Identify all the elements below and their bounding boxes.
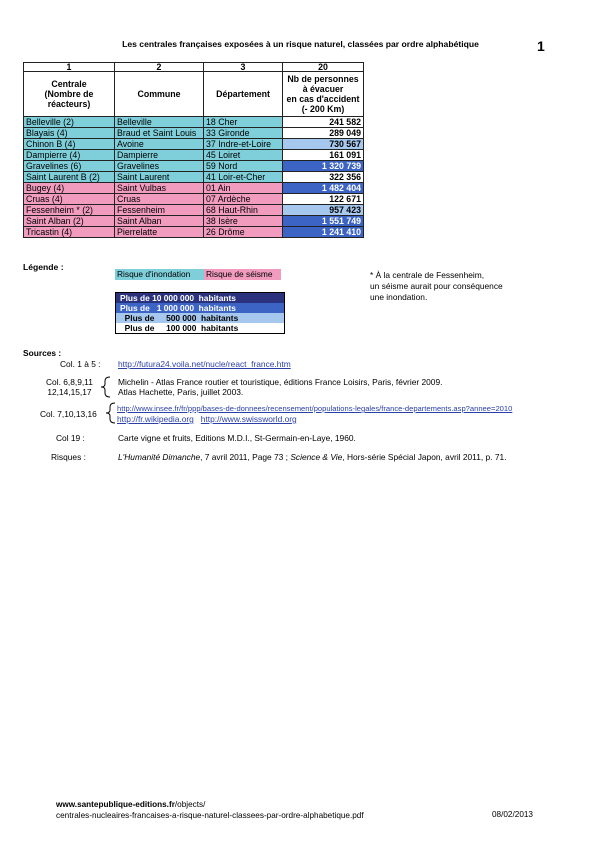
insee-link[interactable]: http://www.insee.fr/fr/ppp/bases-de-donnees/recensement/populations-legales/france-departements.asp?annee=2010 bbox=[117, 404, 513, 413]
header-centrale-line2: (Nombre de bbox=[44, 89, 94, 99]
colnum-3: 3 bbox=[204, 63, 283, 72]
col15-link[interactable]: http://futura24.voila.net/nucle/react_france.htm bbox=[118, 359, 291, 369]
cell-centrale: Belleville (2) bbox=[24, 117, 115, 128]
footer-site-rest: /objects/ bbox=[174, 800, 206, 809]
footer-filename: centrales-nucleaires-francaises-a-risque-naturel-classees-par-ordre-alphabetique.pdf bbox=[56, 811, 364, 820]
legend-title: Légende : bbox=[23, 262, 64, 272]
scale-row-1m: Plus de 1 000 000 habitants bbox=[116, 303, 284, 313]
cell-population: 1 551 749 bbox=[283, 216, 364, 227]
scale-row-100k: Plus de 100 000 habitants bbox=[116, 323, 284, 333]
cell-commune: Saint Laurent bbox=[115, 172, 204, 183]
cell-population: 161 091 bbox=[283, 150, 364, 161]
risques-mid: , 7 avril 2011, Page 73 ; bbox=[200, 452, 291, 462]
col6-label bbox=[46, 377, 93, 397]
header-evacuation-line3: en cas d'accident bbox=[286, 94, 360, 104]
brace-icon bbox=[105, 402, 117, 424]
cell-population: 730 567 bbox=[283, 139, 364, 150]
col19-text: Carte vigne et fruits, Editions M.D.I., St-Germain-en-Laye, 1960. bbox=[118, 433, 356, 443]
header-evacuation bbox=[283, 72, 364, 117]
cell-departement: 07 Ardèche bbox=[204, 194, 283, 205]
header-departement: Département bbox=[204, 72, 283, 117]
col6-text-line1: Michelin - Atlas France routier et touristique, éditions France Loisirs, Paris, février 2009. bbox=[118, 377, 443, 387]
table-row bbox=[24, 194, 364, 205]
cell-commune: Belleville bbox=[115, 117, 204, 128]
table-row bbox=[24, 117, 364, 128]
col19-label: Col 19 : bbox=[56, 433, 85, 443]
header-evacuation-line1: Nb de personnes bbox=[287, 74, 359, 84]
col6-label-line1: Col. 6,8,9,11 bbox=[46, 377, 93, 387]
cell-commune: Avoine bbox=[115, 139, 204, 150]
cell-departement: 33 Gironde bbox=[204, 128, 283, 139]
risques-em2: Science & Vie bbox=[290, 452, 343, 462]
cell-departement: 38 Isère bbox=[204, 216, 283, 227]
page-number: 1 bbox=[537, 38, 545, 54]
risques-label: Risques : bbox=[51, 452, 86, 462]
cell-departement: 45 Loiret bbox=[204, 150, 283, 161]
note-line: une inondation. bbox=[370, 292, 428, 302]
table-row bbox=[24, 161, 364, 172]
brace-icon bbox=[100, 376, 112, 398]
scale-row-10m: Plus de 10 000 000 habitants bbox=[116, 293, 284, 303]
page-title: Les centrales françaises exposées à un risque naturel, classées par ordre alphabétique bbox=[122, 39, 479, 49]
cell-departement: 18 Cher bbox=[204, 117, 283, 128]
table-row bbox=[24, 139, 364, 150]
cell-centrale: Blayais (4) bbox=[24, 128, 115, 139]
footer-site-bold: www.santepublique-editions.fr bbox=[56, 800, 175, 809]
cell-commune: Gravelines bbox=[115, 161, 204, 172]
cell-centrale: Bugey (4) bbox=[24, 183, 115, 194]
risques-text bbox=[118, 452, 506, 462]
cell-population: 322 356 bbox=[283, 172, 364, 183]
header-centrale-line3: réacteurs) bbox=[47, 99, 91, 109]
cell-commune: Fessenheim bbox=[115, 205, 204, 216]
cell-centrale: Cruas (4) bbox=[24, 194, 115, 205]
note-line: un séisme aurait pour conséquence bbox=[370, 281, 503, 291]
table-body bbox=[24, 117, 364, 238]
cell-population: 1 320 739 bbox=[283, 161, 364, 172]
col6-text bbox=[118, 377, 442, 397]
cell-centrale: Gravelines (6) bbox=[24, 161, 115, 172]
risques-end: , Hors-série Spécial Japon, avril 2011, p. 71. bbox=[342, 452, 507, 462]
table-row bbox=[24, 227, 364, 238]
table-row bbox=[24, 150, 364, 161]
legend-flood-swatch: Risque d'inondation bbox=[115, 269, 204, 280]
col7-label: Col. 7,10,13,16 bbox=[40, 409, 97, 419]
cell-departement: 37 Indre-et-Loire bbox=[204, 139, 283, 150]
cell-departement: 68 Haut-Rhin bbox=[204, 205, 283, 216]
cell-departement: 01 Ain bbox=[204, 183, 283, 194]
colnum-2: 2 bbox=[115, 63, 204, 72]
cell-departement: 41 Loir-et-Cher bbox=[204, 172, 283, 183]
cell-departement: 26 Drôme bbox=[204, 227, 283, 238]
cell-commune: Cruas bbox=[115, 194, 204, 205]
cell-commune: Dampierre bbox=[115, 150, 204, 161]
colnum-20: 20 bbox=[283, 63, 364, 72]
col6-text-line2: Atlas Hachette, Paris, juillet 2003. bbox=[118, 387, 244, 397]
table-row bbox=[24, 128, 364, 139]
footer-date: 08/02/2013 bbox=[492, 810, 533, 819]
cell-centrale: Tricastin (4) bbox=[24, 227, 115, 238]
swissworld-link[interactable]: http://www.swissworld.org bbox=[200, 414, 297, 424]
cell-population: 122 671 bbox=[283, 194, 364, 205]
cell-centrale: Dampierre (4) bbox=[24, 150, 115, 161]
footer-source-url bbox=[56, 799, 364, 821]
cell-population: 1 482 404 bbox=[283, 183, 364, 194]
header-commune: Commune bbox=[115, 72, 204, 117]
col6-label-line2: 12,14,15,17 bbox=[47, 387, 92, 397]
cell-population: 241 582 bbox=[283, 117, 364, 128]
scale-row-500k: Plus de 500 000 habitants bbox=[116, 313, 284, 323]
table-row bbox=[24, 172, 364, 183]
cell-population: 289 049 bbox=[283, 128, 364, 139]
cell-commune: Pierrelatte bbox=[115, 227, 204, 238]
header-row bbox=[24, 72, 364, 117]
header-centrale bbox=[24, 72, 115, 117]
cell-commune: Braud et Saint Louis bbox=[115, 128, 204, 139]
column-number-row bbox=[24, 63, 364, 72]
cell-commune: Saint Alban bbox=[115, 216, 204, 227]
table-row bbox=[24, 183, 364, 194]
risques-em1: L'Humanité Dimanche bbox=[118, 452, 201, 462]
header-centrale-line1: Centrale bbox=[51, 79, 87, 89]
cell-departement: 59 Nord bbox=[204, 161, 283, 172]
legend-earthquake-swatch: Risque de séisme bbox=[204, 269, 281, 280]
cell-centrale: Saint Laurent B (2) bbox=[24, 172, 115, 183]
plants-table bbox=[23, 62, 364, 238]
fessenheim-note bbox=[370, 270, 503, 303]
cell-centrale: Saint Alban (2) bbox=[24, 216, 115, 227]
header-evacuation-line2: à évacuer bbox=[302, 84, 344, 94]
cell-population: 1 241 410 bbox=[283, 227, 364, 238]
cell-population: 957 423 bbox=[283, 205, 364, 216]
sources-title: Sources : bbox=[23, 348, 62, 358]
table-row bbox=[24, 216, 364, 227]
wikipedia-link[interactable]: http://fr.wikipedia.org bbox=[117, 414, 194, 424]
table-row bbox=[24, 205, 364, 216]
note-line: * À la centrale de Fessenheim, bbox=[370, 270, 485, 280]
cell-centrale: Fessenheim * (2) bbox=[24, 205, 115, 216]
colnum-1: 1 bbox=[24, 63, 115, 72]
cell-centrale: Chinon B (4) bbox=[24, 139, 115, 150]
header-evacuation-line4: (- 200 Km) bbox=[301, 104, 345, 114]
cell-commune: Saint Vulbas bbox=[115, 183, 204, 194]
population-scale bbox=[115, 292, 285, 334]
col15-label: Col. 1 à 5 : bbox=[60, 359, 101, 369]
col7-text bbox=[117, 404, 512, 424]
